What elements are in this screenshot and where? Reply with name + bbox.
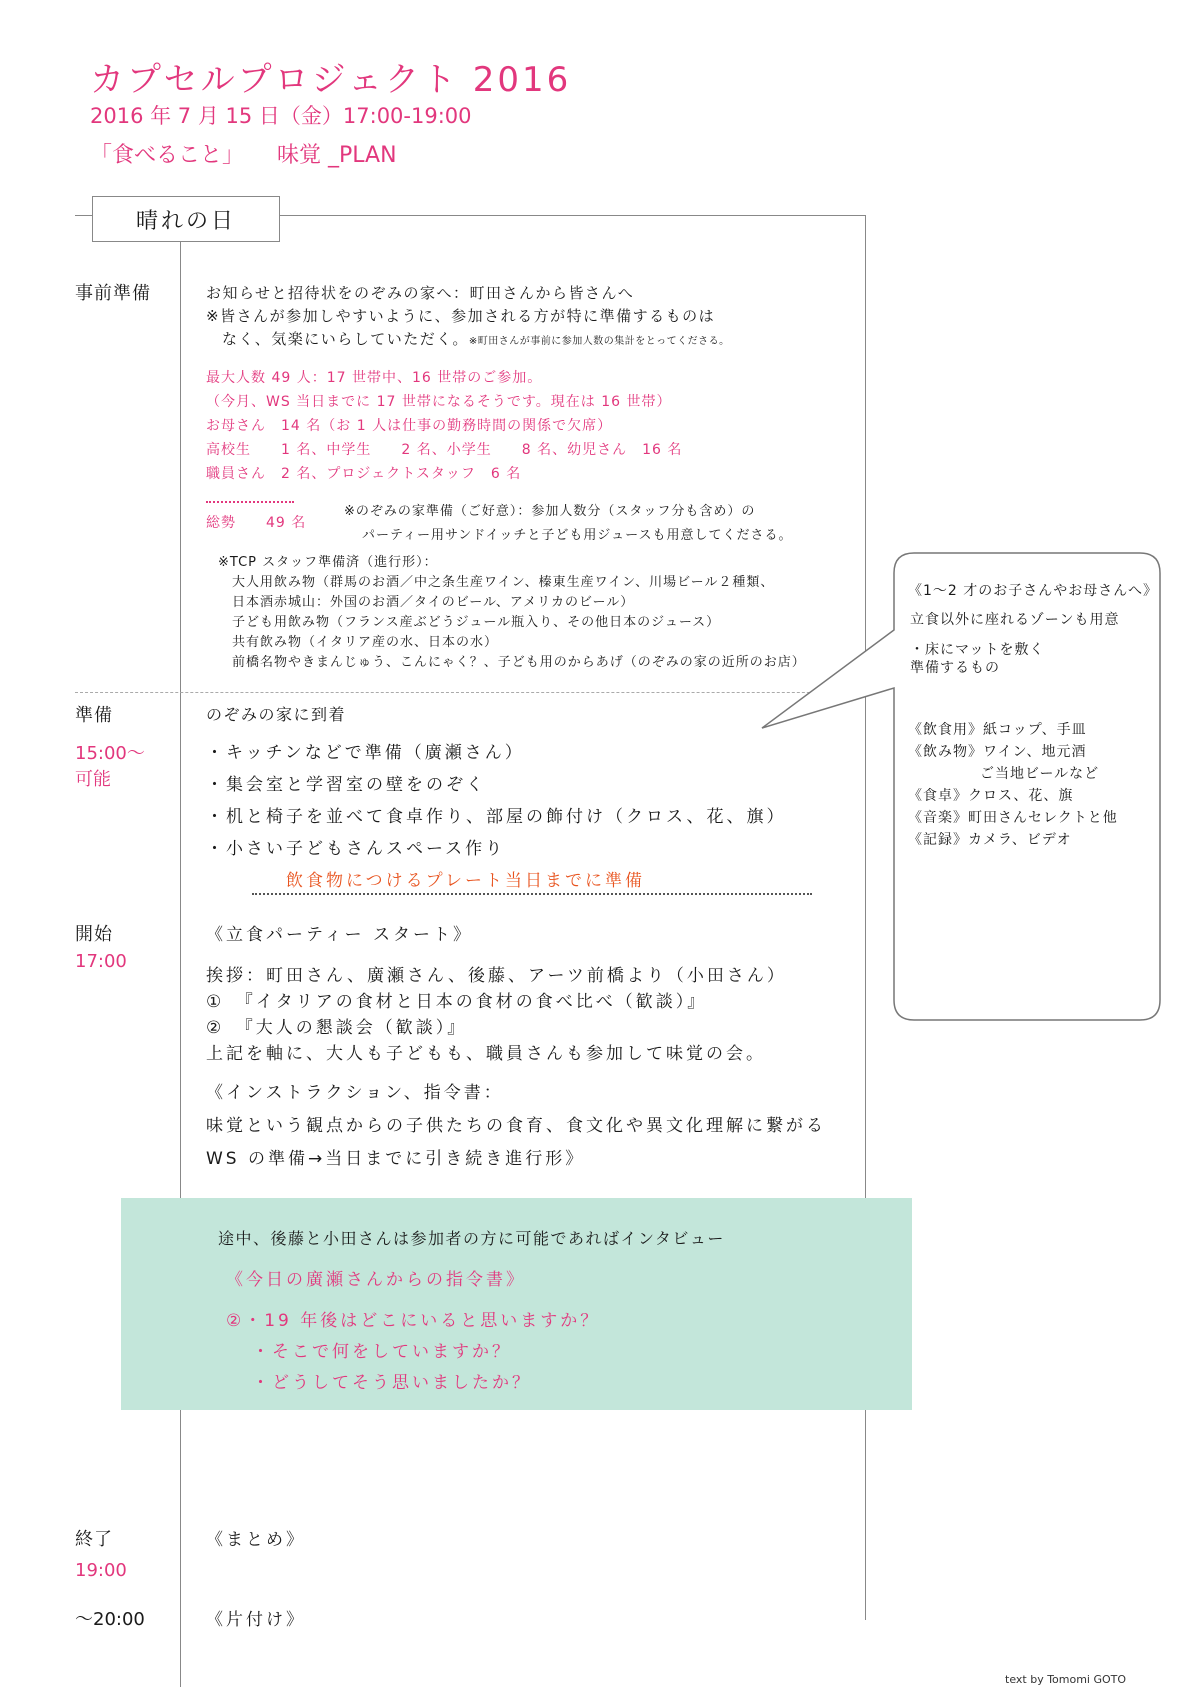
junbi-arrive: のぞみの家に到着	[206, 705, 347, 724]
prep-pink-line: （今月、WS 当日までに 17 世帯になるそうです。現在は 16 世帯）	[206, 394, 672, 410]
section-title: 晴れの日	[92, 196, 280, 242]
label-end: 終了	[75, 1529, 113, 1550]
end-time: 19:00	[75, 1560, 127, 1581]
bubble-title: 《1〜2 才のお子さんやお母さんへ》	[908, 583, 1158, 599]
interview-title: 《今日の廣瀬さんからの指令書》	[226, 1270, 526, 1290]
junbi-item: ・集会室と学習室の壁をのぞく	[206, 775, 486, 795]
interview-line: 途中、後藤と小田さんは参加者の方に可能であればインタビュー	[218, 1229, 725, 1248]
bubble-item: 《記録》カメラ、ビデオ	[908, 832, 1072, 848]
junbi-time-note: 可能	[75, 769, 111, 790]
event-theme: 「食べること」 味覚 _PLAN	[90, 143, 397, 168]
label-prep: 事前準備	[75, 283, 151, 304]
bubble-item: 《食卓》クロス、花、旗	[908, 788, 1074, 804]
bubble-line: 立食以外に座れるゾーンも用意	[910, 612, 1120, 628]
start-party: 《立食パーティー スタート》	[206, 925, 474, 945]
instr-line: 《インストラクション、指令書：	[206, 1083, 504, 1103]
prep-pink-line: お母さん 14 名（お 1 人は仕事の勤務時間の関係で欠席）	[206, 418, 613, 434]
junbi-orange-note: 飲食物につけるプレート当日までに準備	[286, 871, 645, 891]
nozomi-note: ※のぞみの家準備（ご好意）：参加人数分（スタッフ分も含め）の	[344, 504, 756, 519]
bubble-item: ご当地ビールなど	[980, 766, 1100, 782]
tcp-line: ※TCP スタッフ準備済（進行形）：	[218, 555, 438, 570]
label-junbi: 準備	[75, 705, 113, 726]
prep-total: 総勢 49 名	[206, 515, 307, 531]
start-line: ② 『大人の懇談会（歓談）』	[206, 1018, 468, 1038]
bubble-item: 《飲み物》ワイン、地元酒	[908, 744, 1087, 760]
instr-line: WS の準備→当日までに引き続き進行形》	[206, 1149, 586, 1169]
tcp-line: 日本酒赤城山：外国のお酒／タイのビール、アメリカのビール）	[232, 595, 635, 610]
junbi-time: 15:00〜	[75, 743, 145, 764]
end-matome: 《まとめ》	[206, 1530, 306, 1550]
prep-line: お知らせと招待状をのぞみの家へ：町田さんから皆さんへ	[206, 284, 635, 302]
instr-line: 味覚という観点からの子供たちの食育、食文化や異文化理解に繋がる	[206, 1116, 826, 1136]
end-katazuke: 《片付け》	[206, 1610, 306, 1630]
prep-pink-line: 職員さん 2 名、プロジェクトスタッフ 6 名	[206, 466, 522, 482]
prep-pink-line: 最大人数 49 人：17 世帯中、16 世帯のご参加。	[206, 370, 543, 386]
prep-small-note: ※町田さんが事前に参加人数の集計をとってくださる。	[468, 336, 730, 347]
page-title: カプセルプロジェクト 2016	[90, 60, 572, 100]
prep-line-text: なく、気楽にいらしていただく。	[222, 330, 469, 348]
prep-line: ※皆さんが参加しやすいように、参加される方が特に準備するものは	[206, 307, 716, 325]
prep-pink-line: 高校生 1 名、中学生 2 名、小学生 8 名、幼児さん 16 名	[206, 442, 683, 458]
end-time2: 〜20:00	[75, 1609, 145, 1630]
event-date: 2016 年 7 月 15 日（金）17:00-19:00	[90, 104, 472, 128]
interview-question: ・どうしてそう思いましたか？	[252, 1373, 532, 1393]
bubble-item: 《音楽》町田さんセレクトと他	[908, 810, 1118, 826]
tcp-line: 大人用飲み物（群馬のお酒／中之条生産ワイン、榛東生産ワイン、川場ビール２種類、	[232, 575, 775, 590]
bubble-line: 準備するもの	[910, 660, 1000, 676]
tcp-line: 共有飲み物（イタリア産の水、日本の水）	[232, 635, 499, 650]
tcp-line: 前橋名物やきまんじゅう、こんにゃく？、子ども用のからあげ（のぞみの家の近所のお店）	[232, 655, 806, 670]
junbi-item: ・小さい子どもさんスペース作り	[206, 839, 506, 859]
bubble-line: ・床にマットを敷く	[910, 642, 1045, 658]
label-start: 開始	[75, 924, 113, 945]
interview-question: ②・19 年後はどこにいると思いますか？	[226, 1311, 601, 1331]
credit: text by Tomomi GOTO	[1005, 1673, 1127, 1686]
nozomi-note: パーティー用サンドイッチと子ども用ジュースも用意してくださる。	[362, 528, 793, 543]
start-time: 17:00	[75, 951, 127, 972]
junbi-item: ・キッチンなどで準備（廣瀬さん）	[206, 743, 525, 763]
tcp-line: 子ども用飲み物（フランス産ぶどうジュール瓶入り、その他日本のジュース）	[232, 615, 721, 630]
start-line: ① 『イタリアの食材と日本の食材の食べ比べ（歓談）』	[206, 992, 708, 1012]
junbi-item: ・机と椅子を並べて食卓作り、部屋の飾付け（クロス、花、旗）	[206, 807, 787, 827]
start-line: 挨拶：町田さん、廣瀬さん、後藤、アーツ前橋より（小田さん）	[206, 966, 787, 986]
bubble-item: 《飲食用》紙コップ、手皿	[908, 722, 1087, 738]
start-line: 上記を軸に、大人も子どもも、職員さんも参加して味覚の会。	[206, 1044, 766, 1064]
interview-question: ・そこで何をしていますか？	[252, 1342, 512, 1362]
